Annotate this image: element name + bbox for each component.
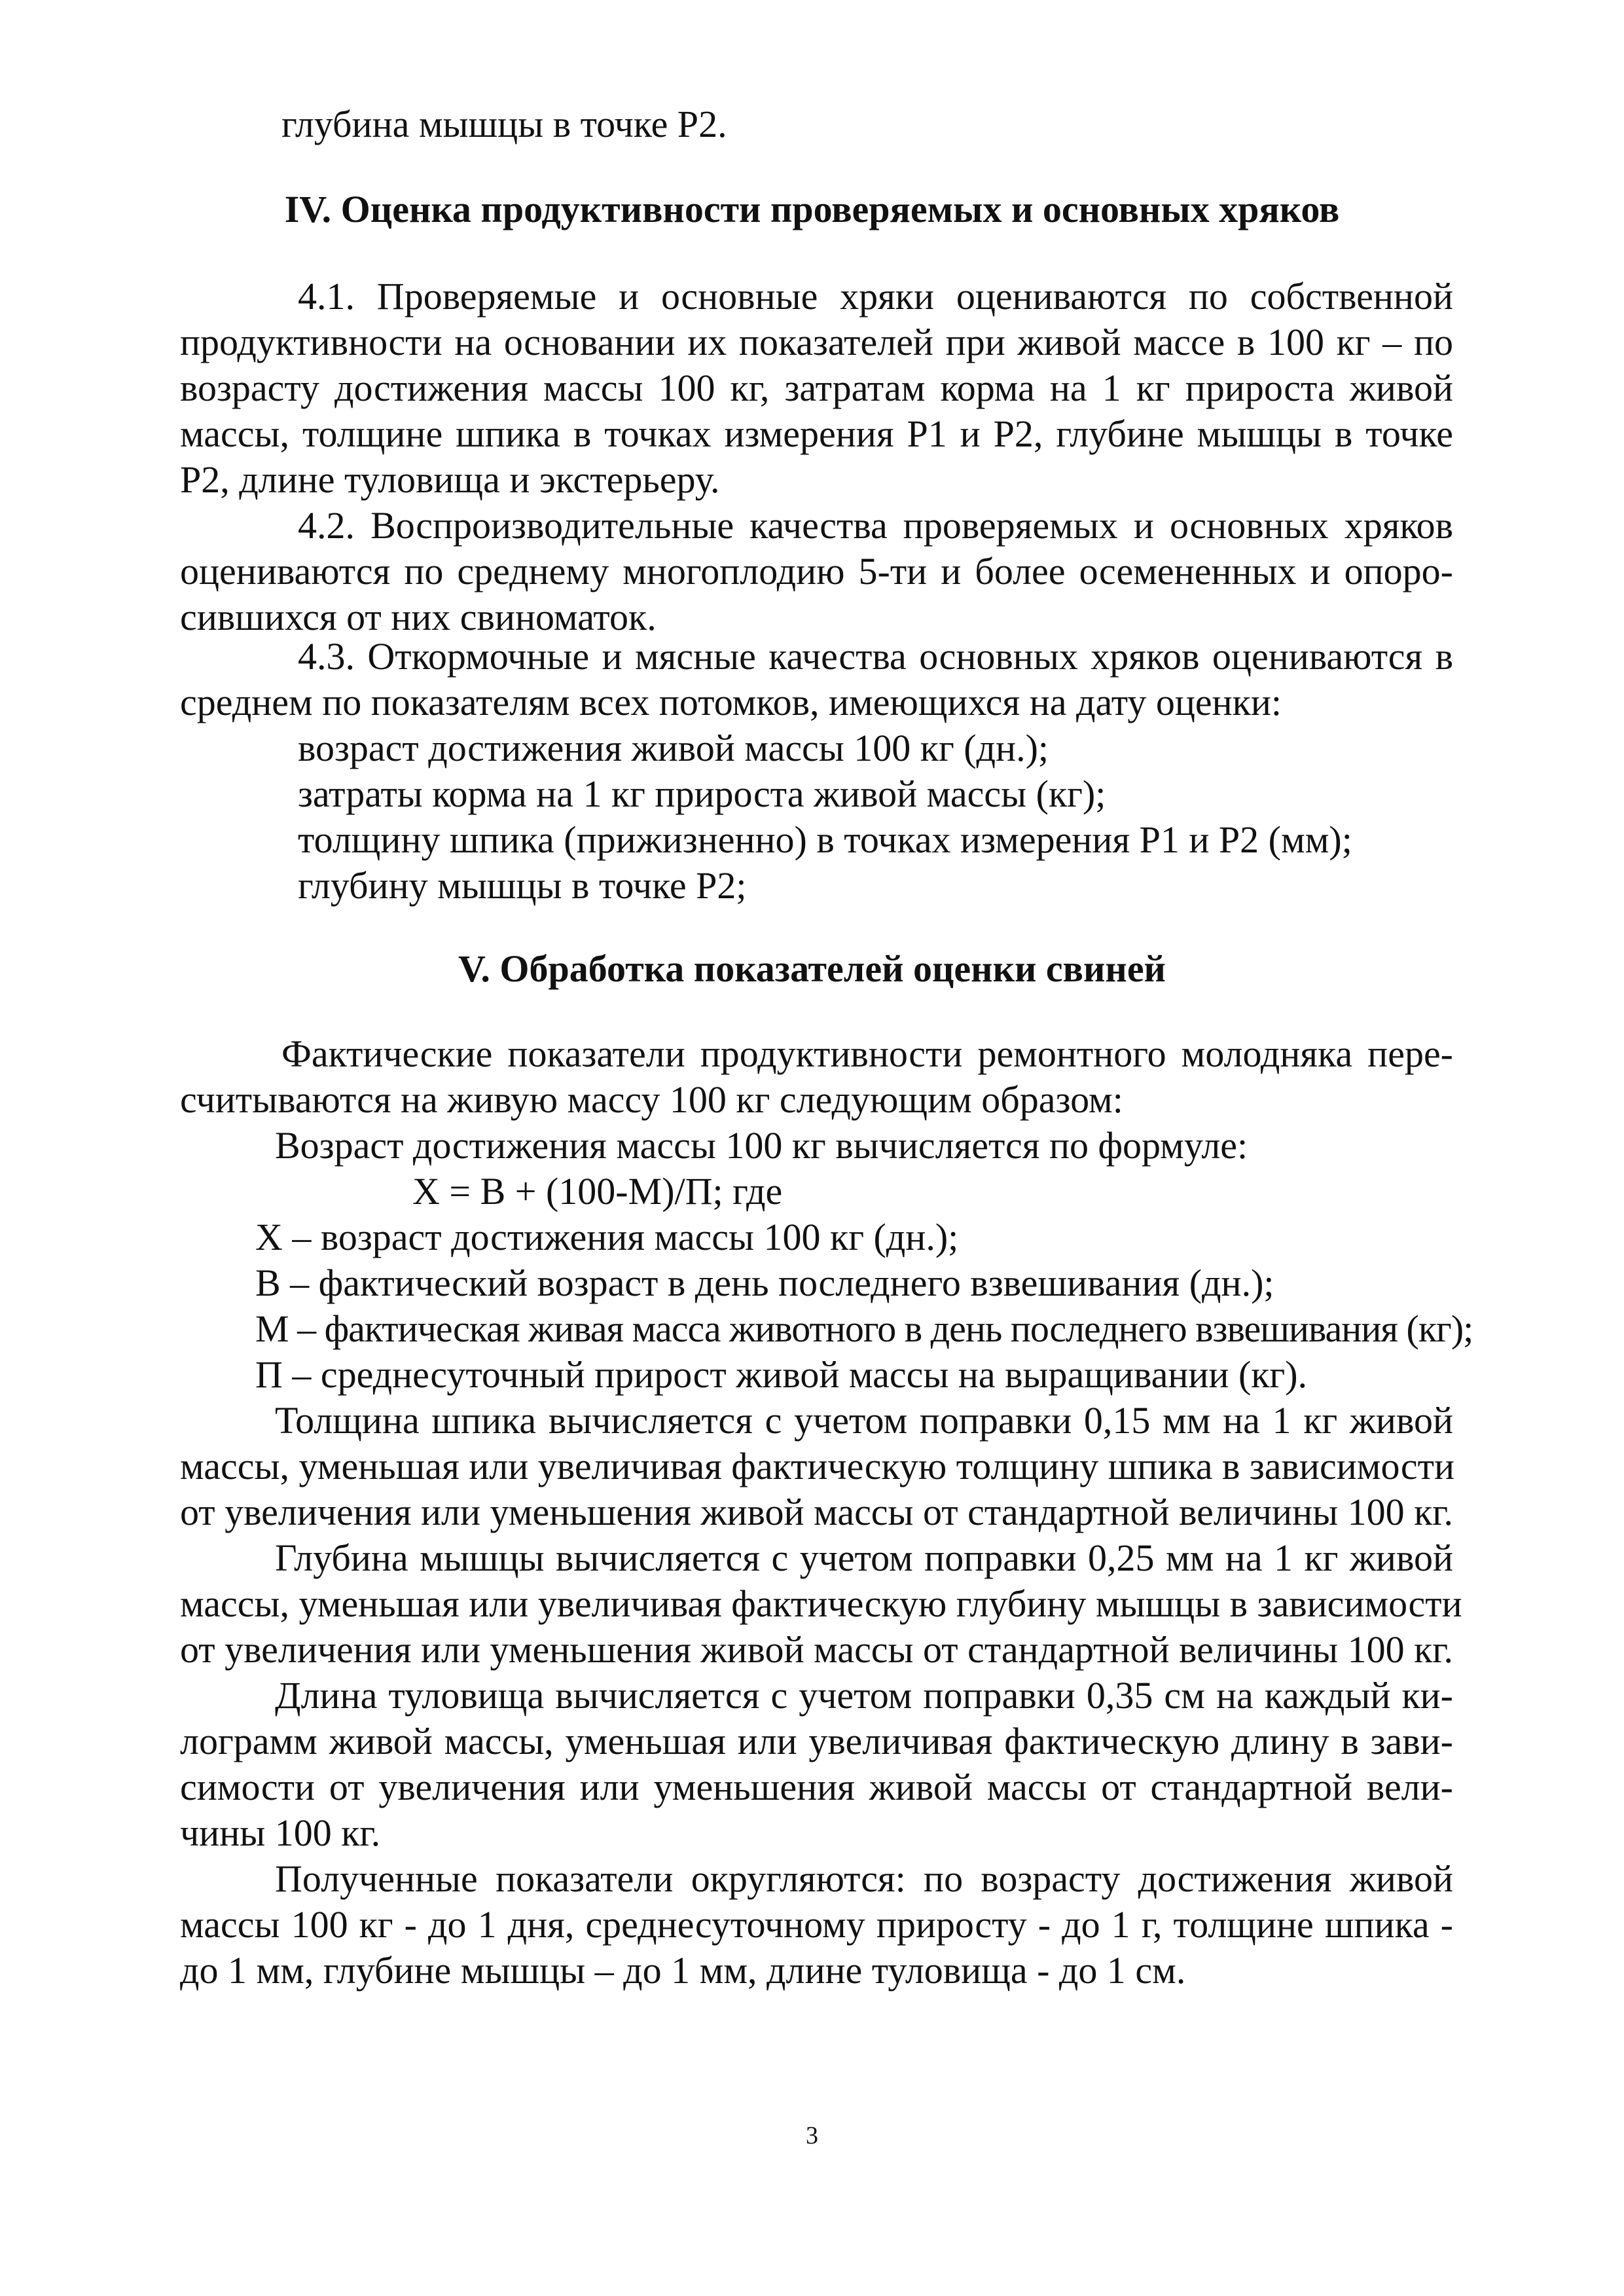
definition-x: Х – возраст достижения массы 100 кг (дн.); bbox=[255, 1216, 959, 1258]
definition-m: М – фактическая живая масса животного в день последнего взвешивания (кг); bbox=[255, 1307, 1473, 1350]
rounding-line-2: массы 100 кг - до 1 дня, среднесуточному приросту - до 1 г, толщине шпика - bbox=[180, 1903, 1453, 1946]
p41-line-3: возрасту достижения массы 100 кг, затратам корма на 1 кг прироста живой bbox=[180, 367, 1453, 409]
fat-line-3: от увеличения или уменьшения живой массы от стандартной величины 100 кг. bbox=[180, 1491, 1454, 1533]
p42-line-3: сившихся от них свиноматок. bbox=[180, 596, 657, 638]
section-5-heading: V. Обработка показателей оценки свиней bbox=[458, 947, 1166, 990]
p43-line-1: 4.3. Откормочные и мясные качества основных хряков оцениваются в bbox=[298, 635, 1453, 678]
muscle-line-3: от увеличения или уменьшения живой массы от стандартной величины 100 кг. bbox=[180, 1628, 1454, 1671]
rounding-line-1: Полученные показатели округляются: по возрасту достижения живой bbox=[275, 1857, 1453, 1900]
intro-line-2: считываются на живую массу 100 кг следующим образом: bbox=[180, 1078, 1123, 1121]
p42-line-2: оцениваются по среднему многоплодию 5-ти и более осемененных и опоро- bbox=[180, 550, 1453, 592]
rounding-line-3: до 1 мм, глубине мышцы – до 1 мм, длине туловища - до 1 см. bbox=[180, 1949, 1186, 1992]
p43-line-2: среднем по показателям всех потомков, имеющихся на дату оценки: bbox=[180, 681, 1282, 723]
list-item-1: возраст достижения живой массы 100 кг (дн.); bbox=[298, 727, 1049, 769]
intro-line-1: Фактические показатели продуктивности ремонтного молодняка пере- bbox=[281, 1032, 1453, 1075]
definition-b: В – фактический возраст в день последнего взвешивания (дн.); bbox=[255, 1262, 1274, 1304]
fat-line-2: массы, уменьшая или увеличивая фактическую толщину шпика в зависимости bbox=[180, 1445, 1455, 1487]
top-line: глубина мышцы в точке Р2. bbox=[281, 103, 727, 145]
p41-line-5: Р2, длине туловища и экстерьеру. bbox=[180, 458, 720, 501]
length-line-1: Длина туловища вычисляется с учетом поправки 0,35 см на каждый ки- bbox=[275, 1674, 1453, 1717]
definition-p: П – среднесуточный прирост живой массы на выращивании (кг). bbox=[255, 1353, 1308, 1396]
list-item-3: толщину шпика (прижизненно) в точках измерения Р1 и Р2 (мм); bbox=[298, 818, 1352, 861]
p42-line-1: 4.2. Воспроизводительные качества проверяемых и основных хряков bbox=[298, 504, 1453, 547]
p41-line-2: продуктивности на основании их показателей при живой массе в 100 кг – по bbox=[180, 321, 1453, 363]
length-line-2: лограмм живой массы, уменьшая или увеличивая фактическую длину в зави- bbox=[180, 1720, 1453, 1762]
formula-intro: Возраст достижения массы 100 кг вычисляется по формуле: bbox=[275, 1124, 1248, 1167]
formula: Х = В + (100-М)/П; где bbox=[412, 1170, 783, 1212]
list-item-4: глубину мышцы в точке Р2; bbox=[298, 864, 747, 907]
p41-line-1: 4.1. Проверяемые и основные хряки оцениваются по собственной bbox=[298, 275, 1453, 318]
p41-line-4: массы, толщине шпика в точках измерения Р1 и Р2, глубине мышцы в точке bbox=[180, 412, 1453, 455]
muscle-line-1: Глубина мышцы вычисляется с учетом поправки 0,25 мм на 1 кг живой bbox=[275, 1537, 1453, 1579]
muscle-line-2: массы, уменьшая или увеличивая фактическую глубину мышцы в зависимости bbox=[180, 1582, 1462, 1625]
section-4-heading: IV. Оценка продуктивности проверяемых и основных хряков bbox=[284, 188, 1340, 230]
length-line-4: чины 100 кг. bbox=[180, 1812, 381, 1854]
list-item-2: затраты корма на 1 кг прироста живой массы (кг); bbox=[298, 773, 1106, 815]
length-line-3: симости от увеличения или уменьшения живой массы от стандартной вели- bbox=[180, 1766, 1453, 1808]
fat-line-1: Толщина шпика вычисляется с учетом поправки 0,15 мм на 1 кг живой bbox=[275, 1399, 1453, 1442]
page-number: 3 bbox=[806, 2122, 818, 2149]
